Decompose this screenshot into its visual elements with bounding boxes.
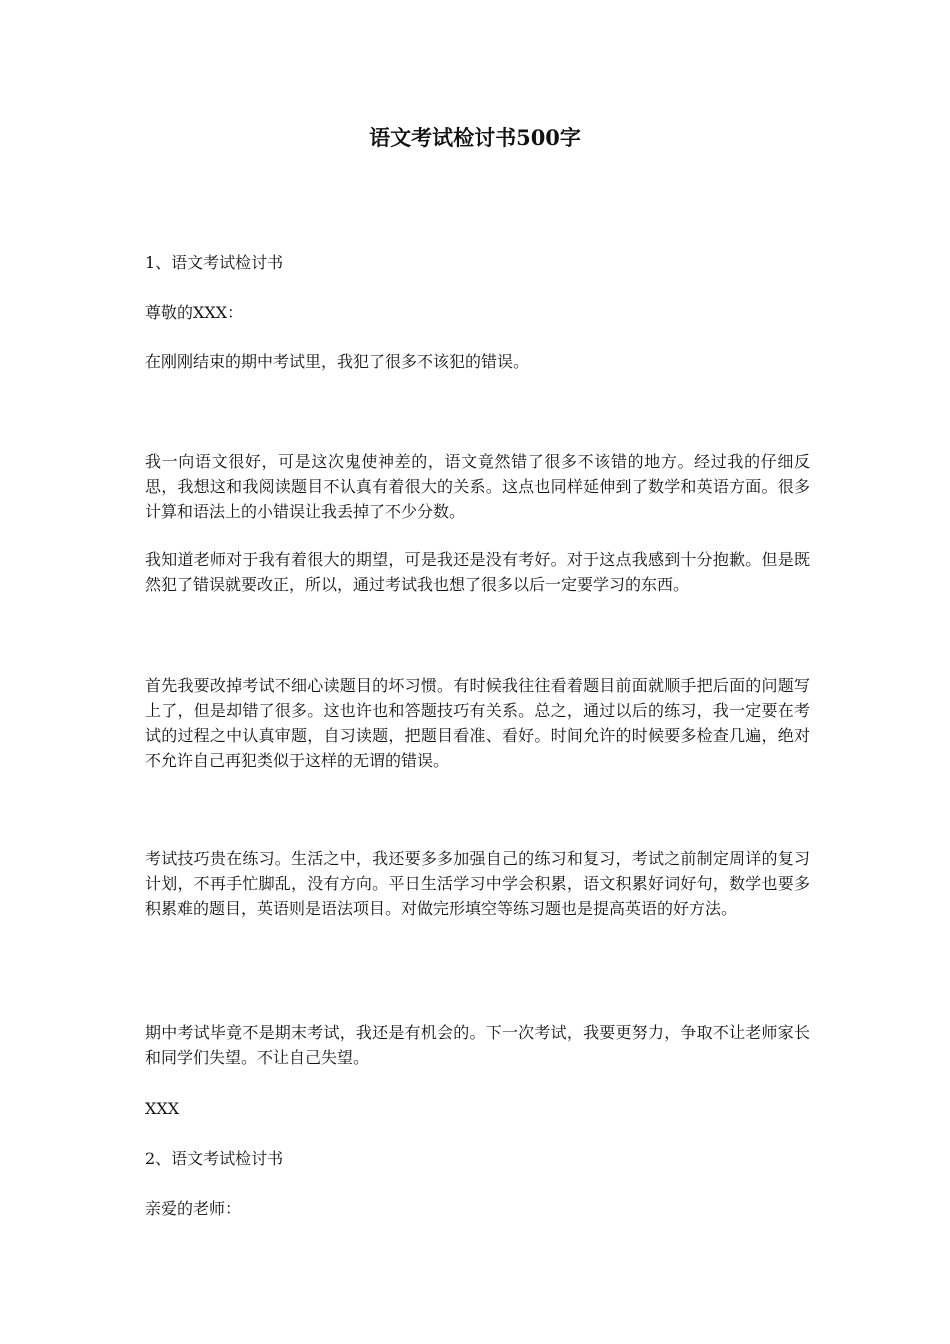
paragraph-apology: 我知道老师对于我有着很大的期望，可是我还是没有考好。对于这点我感到十分抱歉。但是既然犯了错误就要改正，所以，通过考试我也想了很多以后一定要学习的东西。 — [145, 550, 810, 594]
section-heading-2: 2、语文考试检讨书 — [145, 1149, 284, 1168]
paragraph-intro: 在刚刚结束的期中考试里，我犯了很多不该犯的错误。 — [145, 352, 530, 371]
document-title: 语文考试检讨书500字 — [369, 125, 581, 150]
paragraph-reflection: 我一向语文很好，可是这次鬼使神差的，语文竟然错了很多不该错的地方。经过我的仔细反思，我想这和我阅读题目不认真有着很大的关系。这点也同样延伸到了数学和英语方面。很多计算和语法上的小错误让我丢掉了不少分数。 — [145, 452, 810, 521]
section-heading-1: 1、语文考试检讨书 — [145, 253, 284, 272]
salutation-2: 亲爱的老师： — [145, 1199, 242, 1218]
paragraph-habits: 首先我要改掉考试不细心读题目的坏习惯。有时候我往往看着题目前面就顺手把后面的问题写上了，但是却错了很多。这也许也和答题技巧有关系。总之，通过以后的练习，我一定要在考试的过程之中认真审题，自习读题，把题目看准、看好。时间允许的时候要多检查几遍，绝对不允许自己再犯类似于这样的无谓的错误。 — [145, 676, 810, 770]
salutation: 尊敬的XXX： — [145, 303, 244, 322]
paragraph-closing: 期中考试毕竟不是期末考试，我还是有机会的。下一次考试，我要更努力，争取不让老师家长和同学们失望。不让自己失望。 — [145, 1023, 810, 1067]
paragraph-practice: 考试技巧贵在练习。生活之中，我还要多多加强自己的练习和复习，考试之前制定周详的复习计划，不再手忙脚乱，没有方向。平日生活学习中学会积累，语文积累好词好句，数学也要多积累难的题目，英语则是语法项目。对做完形填空等练习题也是提高英语的好方法。 — [145, 849, 810, 918]
signature: XXX — [145, 1099, 180, 1118]
